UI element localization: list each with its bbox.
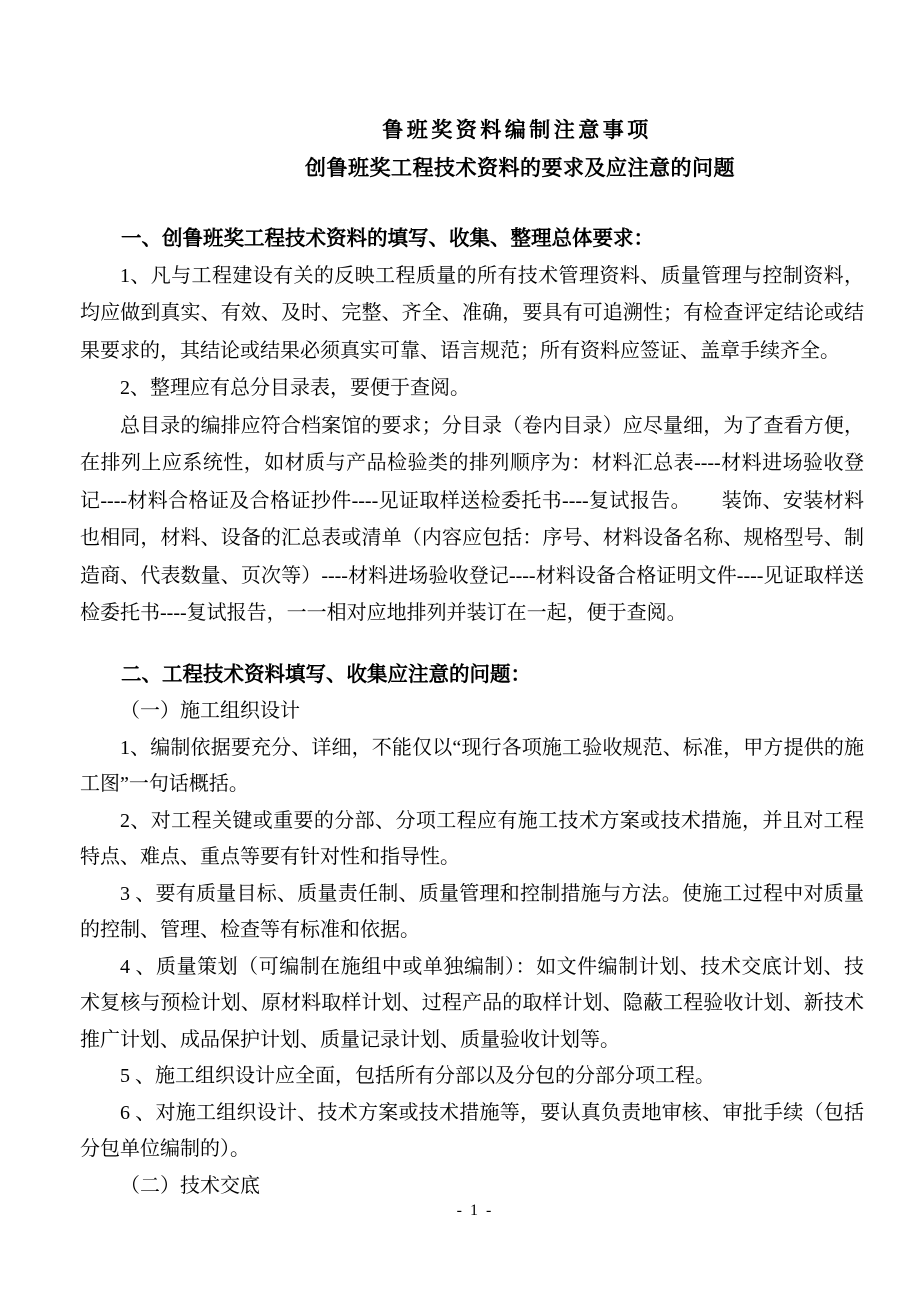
sub-heading-technical-disclosure: （二）技术交底	[120, 1174, 260, 1197]
paragraph-item-5: 5 、施工组织设计应全面，包括所有分部以及分包的分部分项工程。	[120, 1065, 715, 1087]
paragraph-requirement-1: 1、凡与工程建设有关的反映工程质量的所有技术管理资料、质量管理与控制资料，均应做到真实、有效、及时、完整、齐全、准确，要具有可追溯性；有检查评定结论或结果要求的，其结论或结果必须真实可靠、语言规范；所有资料应签证、盖章手续齐全。	[80, 264, 864, 362]
sub-heading-construction-organization-design: （一）施工组织设计	[120, 700, 300, 722]
paragraph-requirement-2: 2、整理应有总分目录表，要便于查阅。	[120, 377, 470, 399]
section-2-heading: 二、工程技术资料填写、收集应注意的问题：	[121, 662, 531, 686]
page-number: - 1 -	[456, 1202, 494, 1219]
document-title: 鲁班奖资料编制注意事项	[382, 119, 652, 142]
paragraph-item-1: 1、编制依据要充分、详细，不能仅以“现行各项施工验收规范、标准，甲方提供的施工图”一句话概括。	[80, 736, 864, 795]
paragraph-item-6: 6 、对施工组织设计、技术方案或技术措施等，要认真负责地审核、审批手续（包括分包单位编制的）。	[80, 1101, 864, 1160]
paragraph-item-2: 2、对工程关键或重要的分部、分项工程应有施工技术方案或技术措施，并且对工程特点、难点、重点等要有针对性和指导性。	[80, 809, 864, 868]
paragraph-catalog-rules: 总目录的编排应符合档案馆的要求；分目录（卷内目录）应尽量细，为了查看方便，在排列上应系统性，如材质与产品检验类的排列顺序为：材料汇总表----材料进场验收登记----材料合格证及合格证抄件----见证取样送检委托书----复试报告。 装饰、安装材料也相同，材料、设备的汇总表或清单（内容应包括：序号、材料设备名称、规格型号、制造商、代表数量、页次等）----材料进场验收登记----材料设备合格证明文件----见证取样送检委托书----复试报告，一一相对应地排列并装订在一起，便于查阅。	[80, 414, 864, 624]
document-subtitle: 创鲁班奖工程技术资料的要求及应注意的问题	[305, 157, 735, 180]
section-1-heading: 一、创鲁班奖工程技术资料的填写、收集、整理总体要求：	[121, 227, 654, 250]
paragraph-item-4: 4 、质量策划（可编制在施组中或单独编制）：如文件编制计划、技术交底计划、技术复核与预检计划、原材料取样计划、过程产品的取样计划、隐蔽工程验收计划、新技术推广计划、成品保护计划、质量记录计划、质量验收计划等。	[80, 955, 864, 1051]
paragraph-item-3: 3 、要有质量目标、质量责任制、质量管理和控制措施与方法。使施工过程中对质量的控制、管理、检查等有标准和依据。	[80, 882, 864, 941]
